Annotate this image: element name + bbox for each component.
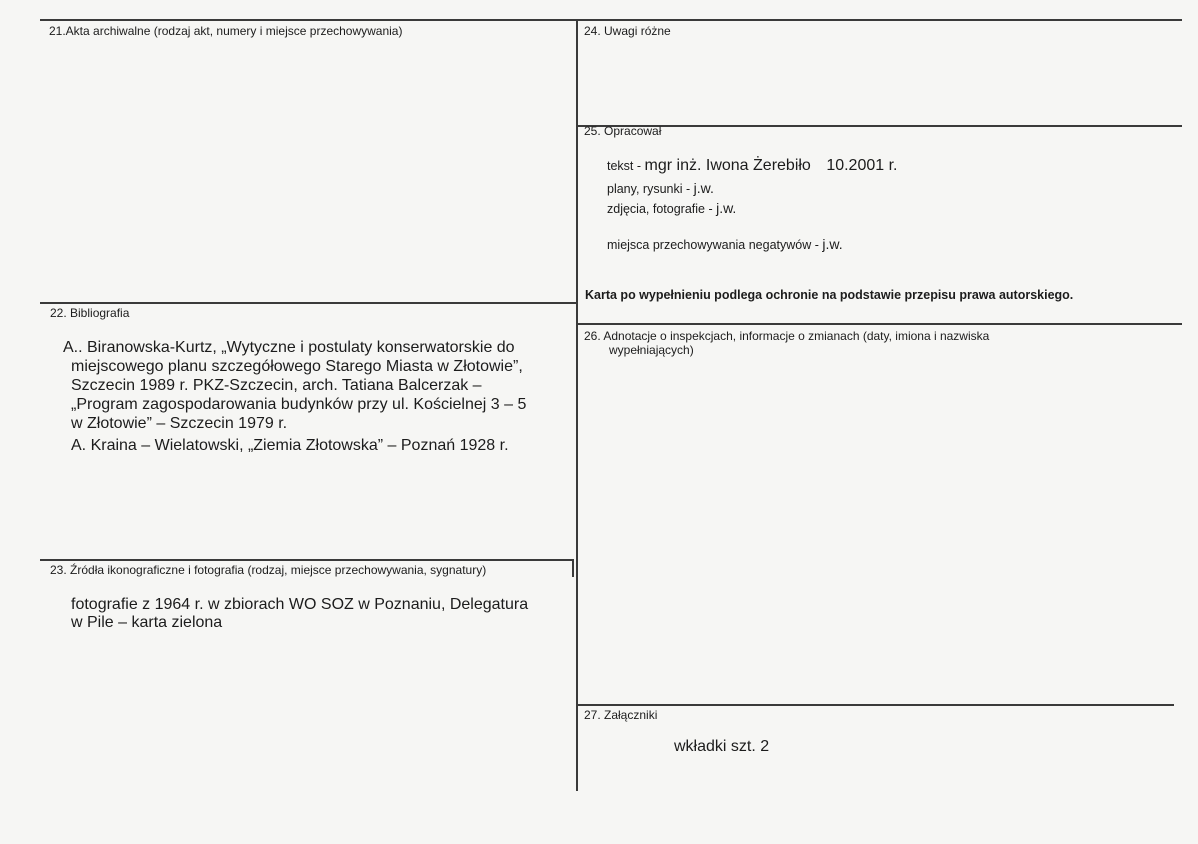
plany-prefix: plany, rysunki -: [607, 182, 691, 196]
negatywy-line: [607, 236, 843, 252]
bibliography-line: w Złotowie” – Szczecin 1979 r.: [71, 415, 288, 432]
copyright-note: Karta po wypełnieniu podlega ochronie na podstawie przepisu prawa autorskiego.: [585, 288, 1074, 302]
rule-22: [40, 302, 576, 304]
sources-line: fotografie z 1964 r. w zbiorach WO SOZ w Poznaniu, Delegatura: [71, 596, 529, 613]
tekst-date: 10.2001 r.: [826, 157, 898, 174]
bibliography-line: Szczecin 1989 r. PKZ-Szczecin, arch. Tatiana Balcerzak –: [71, 377, 482, 394]
rule-25: [578, 125, 1182, 127]
section-26-label-cont: wypełniających): [609, 343, 694, 357]
plany-value: j.w.: [693, 180, 714, 196]
bibliography-line: A. Kraina – Wielatowski, „Ziemia Złotowska” – Poznań 1928 r.: [71, 437, 509, 454]
zdjecia-prefix: zdjęcia, fotografie -: [607, 202, 713, 216]
tekst-prefix: tekst -: [607, 159, 642, 173]
top-rule: [40, 19, 1182, 21]
plany-line: [607, 180, 714, 196]
sources-line: w Pile – karta zielona: [71, 614, 223, 631]
rule-26: [578, 323, 1182, 325]
rule-27: [578, 704, 1174, 706]
divider-23-right: [572, 559, 574, 577]
section-26-label: 26. Adnotacje o inspekcjach, informacje o zmianach (daty, imiona i nazwiska: [584, 329, 990, 343]
tekst-line: [607, 157, 897, 175]
tekst-author: mgr inż. Iwona Żerebiło: [644, 157, 811, 174]
section-23-label: 23. Źródła ikonograficzne i fotografia (rodzaj, miejsce przechowywania, sygnatury): [50, 563, 487, 577]
zdjecia-line: [607, 200, 736, 216]
zdjecia-value: j.w.: [716, 200, 737, 216]
bibliography-line: „Program zagospodarowania budynków przy ul. Kościelnej 3 – 5: [71, 396, 527, 413]
bibliography-line: A.. Biranowska-Kurtz, „Wytyczne i postulaty konserwatorskie do: [63, 339, 515, 356]
bibliography-line: miejscowego planu szczegółowego Starego Miasta w Złotowie”,: [71, 358, 523, 375]
attachments-value: wkładki szt. 2: [674, 738, 770, 755]
section-22-label: 22. Bibliografia: [50, 306, 130, 320]
negatywy-value: j.w.: [822, 236, 843, 252]
section-27-label: 27. Załączniki: [584, 708, 658, 722]
negatywy-prefix: miejsca przechowywania negatywów -: [607, 238, 819, 252]
rule-23: [40, 559, 573, 561]
section-24-label: 24. Uwagi różne: [584, 24, 671, 38]
section-21-label: 21.Akta archiwalne (rodzaj akt, numery i miejsce przechowywania): [49, 24, 403, 38]
section-25-label: 25. Opracował: [584, 124, 662, 138]
column-divider: [576, 19, 578, 791]
